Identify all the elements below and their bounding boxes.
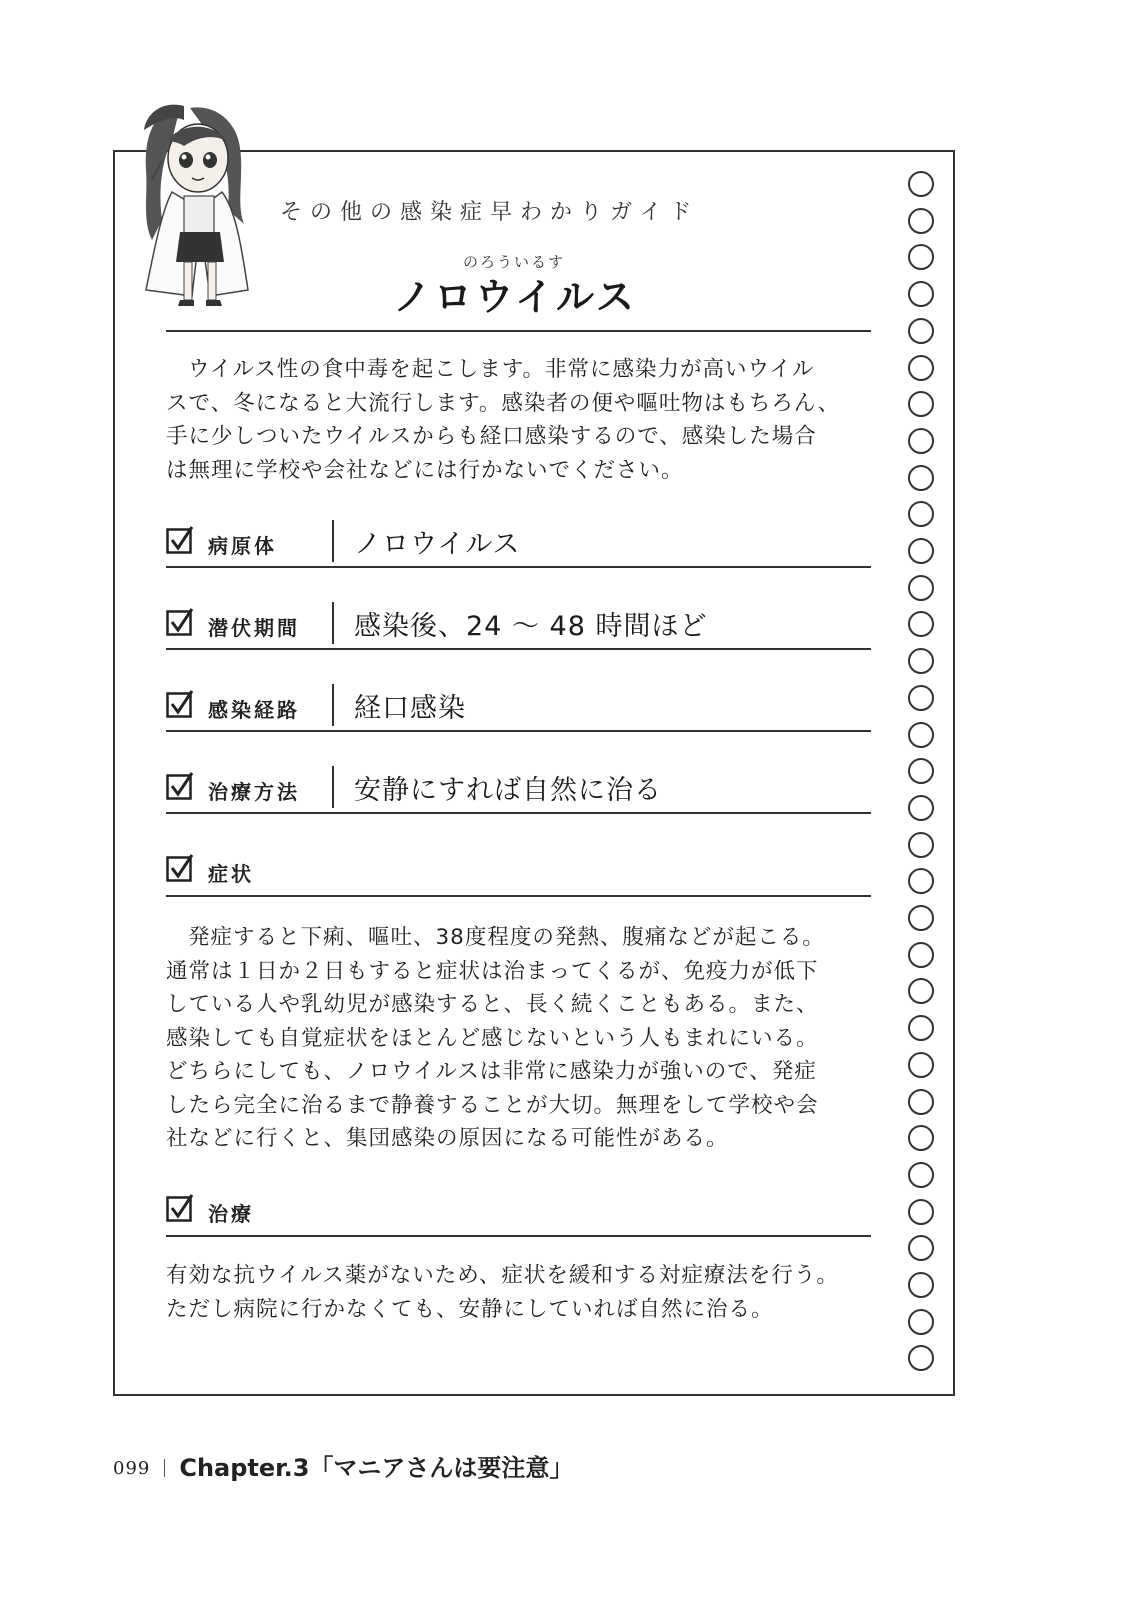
ring-icon	[908, 501, 934, 527]
symptoms-line: 社などに行くと、集団感染の原因になる可能性がある。	[166, 1126, 729, 1151]
ring-icon	[908, 538, 934, 564]
ring-icon	[908, 648, 934, 674]
notebook-rings	[908, 171, 938, 1381]
ring-icon	[908, 1199, 934, 1225]
ring-icon	[908, 465, 934, 491]
treatment-heading-row	[166, 1194, 871, 1234]
fact-row-pathogen	[166, 526, 871, 566]
fact-value: ノロウイルス	[354, 529, 521, 560]
fact-divider	[166, 812, 871, 814]
treatment-line: 有効な抗ウイルス薬がないため、症状を緩和する対症療法を行う。	[166, 1263, 839, 1288]
section-heading: 症状	[208, 862, 254, 886]
section-heading: 治療	[208, 1202, 254, 1226]
intro-line: スで、冬になると大流行します。感染者の便や嘔吐物はもちろん、	[166, 390, 841, 416]
fact-value: 経口感染	[354, 693, 466, 724]
ring-icon	[908, 1345, 934, 1371]
ring-icon	[908, 978, 934, 1004]
fact-row-route	[166, 690, 871, 730]
symptoms-line: 発症すると下痢、嘔吐、38度程度の発熱、腹痛などが起こる。	[188, 925, 825, 950]
fact-label: 治療方法	[208, 780, 300, 804]
symptoms-line: したら完全に治るまで静養することが大切。無理をして学校や会	[166, 1092, 819, 1118]
fact-label: 潜伏期間	[208, 616, 300, 640]
ring-icon	[908, 611, 934, 637]
fact-row-incubation	[166, 608, 871, 648]
symptoms-line: している人や乳幼児が感染すると、長く続くこともある。また、	[166, 992, 819, 1017]
checkbox-checked-icon	[166, 690, 194, 718]
page-number: 099	[113, 1458, 151, 1479]
intro-line: は無理に学校や会社などには行かないでください。	[166, 457, 684, 483]
ring-icon	[908, 1125, 934, 1151]
fact-separator	[332, 684, 334, 726]
symptoms-paragraph	[166, 921, 876, 1156]
ring-icon	[908, 281, 934, 307]
fact-divider	[166, 566, 871, 568]
fact-separator	[332, 602, 334, 644]
checkbox-checked-icon	[166, 854, 194, 882]
symptoms-line: 感染しても自覚症状をほとんど感じないという人もまれにいる。	[166, 1025, 819, 1051]
intro-line: 手に少しついたウイルスからも経口感染するので、感染した場合	[166, 424, 817, 449]
ring-icon	[908, 208, 934, 234]
ring-icon	[908, 685, 934, 711]
chapter-title: Chapter.3「マニアさんは要注意」	[179, 1454, 574, 1482]
symptoms-heading-row	[166, 854, 871, 894]
title-divider	[166, 330, 871, 332]
checkbox-checked-icon	[166, 1194, 194, 1222]
ring-icon	[908, 868, 934, 894]
ring-icon	[908, 244, 934, 270]
ring-icon	[908, 1309, 934, 1335]
ring-icon	[908, 171, 934, 197]
ring-icon	[908, 428, 934, 454]
fact-divider	[166, 730, 871, 732]
ring-icon	[908, 1089, 934, 1115]
fact-row-treatment-method	[166, 772, 871, 812]
ring-icon	[908, 355, 934, 381]
treatment-line: ただし病院に行かなくても、安静にしていれば自然に治る。	[166, 1296, 774, 1322]
ring-icon	[908, 1052, 934, 1078]
footer-separator	[164, 1459, 165, 1477]
fact-separator	[332, 766, 334, 808]
fact-value: 感染後、24 〜 48 時間ほど	[354, 611, 708, 642]
doctor-girl-illustration	[132, 100, 262, 315]
fact-divider	[166, 648, 871, 650]
guide-subtitle: その他の感染症早わかりガイド	[280, 200, 700, 225]
ring-icon	[908, 1272, 934, 1298]
ring-icon	[908, 391, 934, 417]
ring-icon	[908, 722, 934, 748]
intro-line: ウイルス性の食中毒を起こします。非常に感染力が高いウイル	[188, 357, 815, 382]
page-footer	[113, 1448, 573, 1483]
symptoms-line: どちらにしても、ノロウイルスは非常に感染力が強いので、発症	[166, 1059, 817, 1084]
section-divider	[166, 895, 871, 897]
checkbox-checked-icon	[166, 608, 194, 636]
ring-icon	[908, 942, 934, 968]
ring-icon	[908, 832, 934, 858]
ring-icon	[908, 318, 934, 344]
fact-value: 安静にすれば自然に治る	[354, 775, 662, 806]
intro-paragraph	[166, 353, 876, 487]
ring-icon	[908, 1015, 934, 1041]
page-title: ノロウイルス	[393, 275, 637, 319]
symptoms-line: 通常は１日か２日もすると症状は治まってくるが、免疫力が低下	[166, 958, 819, 984]
checkbox-checked-icon	[166, 772, 194, 800]
ring-icon	[908, 905, 934, 931]
fact-label: 感染経路	[208, 698, 300, 722]
treatment-paragraph	[166, 1259, 876, 1326]
title-ruby: のろういるす	[462, 253, 565, 271]
ring-icon	[908, 758, 934, 784]
ring-icon	[908, 1162, 934, 1188]
section-divider	[166, 1235, 871, 1237]
fact-separator	[332, 520, 334, 562]
fact-label: 病原体	[208, 534, 277, 558]
ring-icon	[908, 1235, 934, 1261]
ring-icon	[908, 795, 934, 821]
checkbox-checked-icon	[166, 526, 194, 554]
ring-icon	[908, 575, 934, 601]
